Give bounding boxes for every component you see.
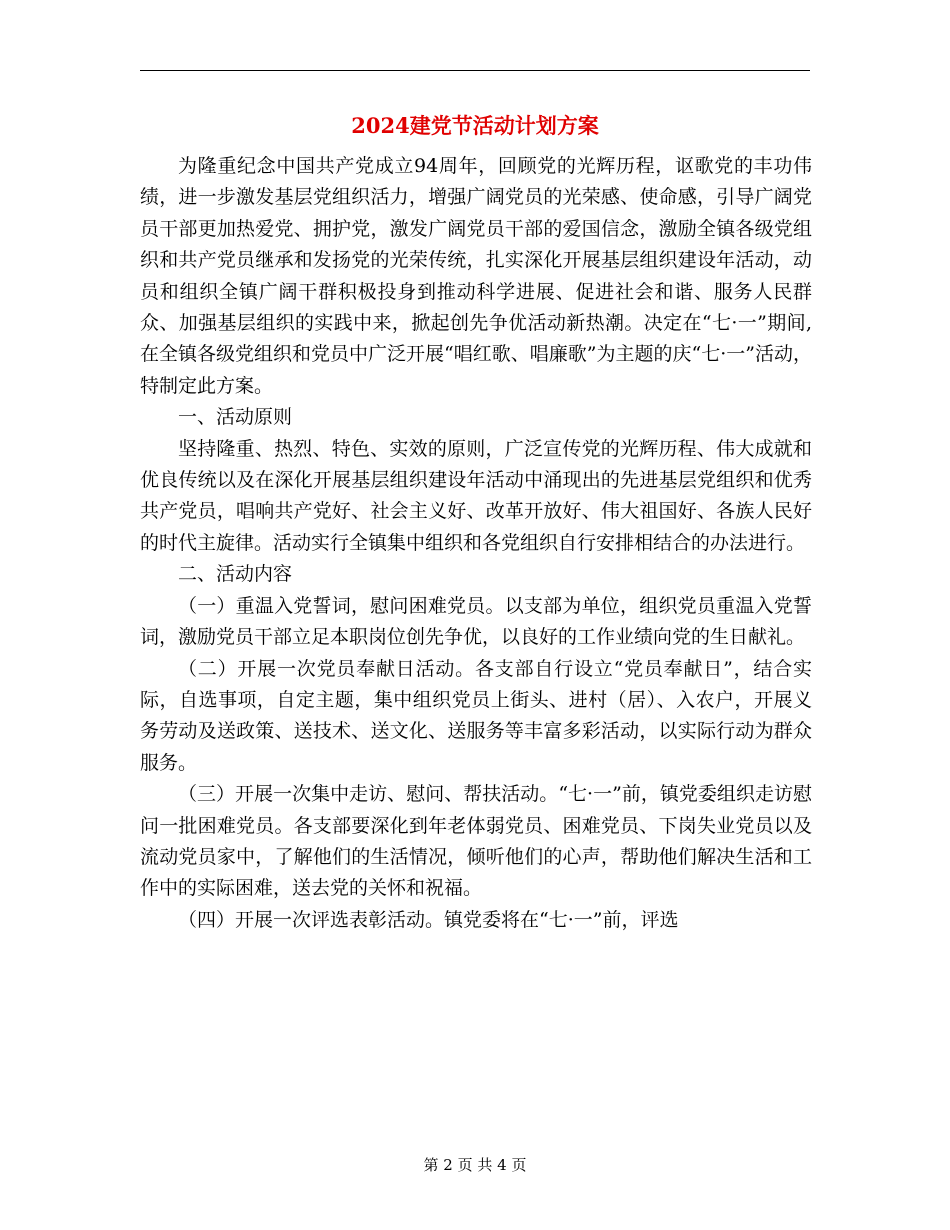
page-number-footer: 第 2 页 共 4 页 [423,1156,527,1174]
paragraph-item-2: （二）开展一次党员奉献日活动。各支部自行设立“党员奉献日”，结合实际，自选事项，自定主题，集中组织党员上街头、进村（居）、入农户，开展义务劳动及送政策、送技术、送文化、送服务等丰富多彩活动，以实际行动为群众服务。 [140,657,812,774]
paragraph-item-3: （三）开展一次集中走访、慰问、帮扶活动。“七·一”前，镇党委组织走访慰问一批困难党员。各支部要深化到年老体弱党员、困难党员、下岗失业党员以及流动党员家中，了解他们的生活情况，倾听他们的心声，帮助他们解决生活和工作中的实际困难，送去党的关怀和祝福。 [140,783,812,900]
paragraph-intro: 为隆重纪念中国共产党成立94周年，回顾党的光辉历程，讴歌党的丰功伟绩，进一步激发基层党组织活力，增强广阔党员的光荣感、使命感，引导广阔党员干部更加热爱党、拥护党，激发广阔党员干部的爱国信念，激励全镇各级党组织和共产党员继承和发扬党的光荣传统，扎实深化开展基层组织建设年活动，动员和组织全镇广阔干群积极投身到推动科学进展、促进社会和谐、服务人民群众、加强基层组织的实践中来，掀起创先争优活动新热潮。决定在“七·一”期间,在全镇各级党组织和党员中广泛开展“唱红歌、唱廉歌”为主题的庆“七·一”活动，特制定此方案。 [140,155,812,397]
paragraph-principles: 坚持隆重、热烈、特色、实效的原则，广泛宣传党的光辉历程、伟大成就和优良传统以及在深化开展基层组织建设年活动中涌现出的先进基层党组织和优秀共产党员，唱响共产党好、社会主义好、改革开放好、伟大祖国好、各族人民好的时代主旋律。活动实行全镇集中组织和各党组织自行安排相结合的办法进行。 [140,437,812,554]
document-body [140,151,812,936]
section-heading-principles: 一、活动原则 [178,406,293,429]
header-rule [140,70,810,71]
paragraph-item-1: （一）重温入党誓词，慰问困难党员。以支部为单位，组织党员重温入党誓词，激励党员干部立足本职岗位创先争优，以良好的工作业绩向党的生日献礼。 [140,594,812,649]
section-heading-content: 二、活动内容 [178,563,293,586]
document-title: 2024建党节活动计划方案 [351,113,599,138]
paragraph-item-4: （四）开展一次评选表彰活动。镇党委将在“七·一”前，评选 [178,908,679,931]
